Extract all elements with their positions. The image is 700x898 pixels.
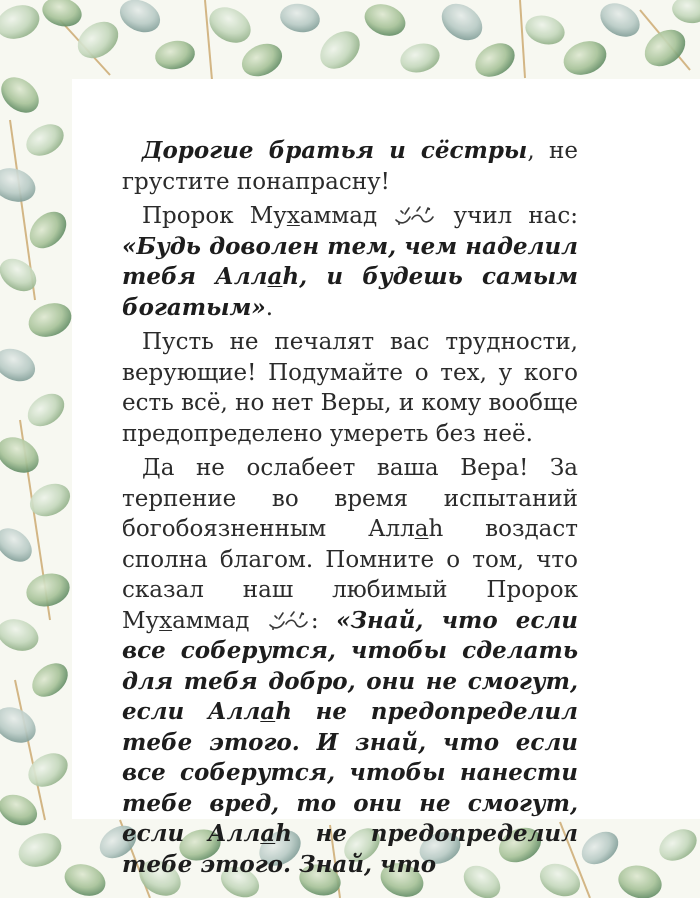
paragraph-1: Дорогие братья и сёстры, не грустите понапрасну! — [122, 137, 578, 195]
page-text — [122, 136, 578, 880]
hadith-quote-1: «Будь доволен тем, чем наделил тебя Аллаh, и будешь самым богатым» — [122, 232, 578, 321]
paragraph-2: Пророк Мухаммад учил нас: «Будь доволен тем, чем наделил тебя Аллаh, и будешь самым богатым». — [122, 203, 578, 321]
paragraph-3: Пусть не печалят вас трудности, верующие! Подумайте о тех, у кого есть всё, но нет Веры, и кому вообще предопределено умереть без неё. — [122, 329, 578, 447]
hadith-quote-2: «Знай, что если все соберутся, чтобы сделать для тебя добро, они не смогут, если Аллаh не предопределил тебе этого. И знай, что если все соберутся, чтобы нанести тебе вред, то они не смогут, если Аллаh не предопределил тебе этого. Знай, что — [122, 606, 579, 878]
salawat-calligraphy-icon — [267, 610, 311, 632]
paragraph-4: Да не ослабеет ваша Вера! За терпение во время испытаний богобоязненным Аллаh воздаст сполна благом. Помните о том, что сказал наш любимый Пророк Мухаммад : «Знай, что если все соберутся, чтобы сделать для тебя добро, они не смогут, если Аллаh не предопределил тебе этого. И знай, что если все соберутся, чтобы нанести тебе вред, то они не смогут, если Аллаh не предопределил тебе этого. Знай, что — [122, 455, 579, 878]
greeting-bold: Дорогие братья и сёстры — [142, 137, 528, 164]
salawat-calligraphy-icon — [393, 205, 437, 227]
